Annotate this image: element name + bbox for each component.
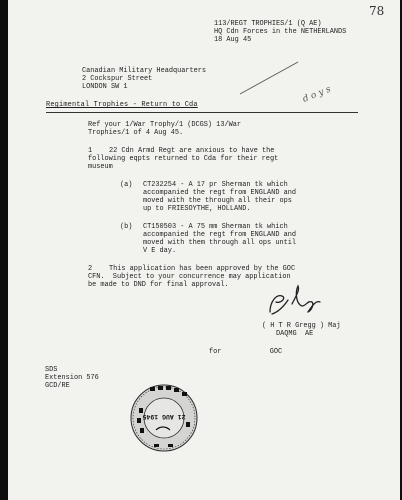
stamp-mark [168, 444, 173, 447]
scan-edge-left [0, 0, 8, 500]
hq-line: HQ Cdn Forces in the NETHERLANDS [214, 28, 347, 36]
stamp-mark [158, 386, 163, 390]
stamp-mark [182, 392, 187, 396]
annotations-overlay [8, 0, 400, 500]
date-stamp [131, 385, 197, 451]
para-ref-line-1: Ref your 1/War Trophy/1 (DCGS) 13/War [88, 121, 241, 129]
stamp-mark [154, 444, 159, 447]
letter-date: 18 Aug 45 [214, 36, 252, 44]
handwritten-note: d o y s [301, 84, 333, 105]
para1-line-3: museum [88, 163, 113, 171]
stamp-mark [174, 388, 179, 392]
item-b-line-3: moved with them through all ops until [143, 239, 296, 247]
item-b-line-1: CT150503 - A 75 mm Sherman tk which [143, 223, 288, 231]
addressee-line-2: 2 Cockspur Street [82, 75, 153, 83]
for-org: GOC [269, 348, 283, 356]
bottom-ref-line-3: GCD/RE [45, 382, 70, 390]
pencil-stroke [240, 62, 298, 94]
addressee-line-1: Canadian Military Headquarters [82, 67, 207, 75]
for-word: for [209, 348, 222, 356]
para2-number: 2 [88, 265, 93, 273]
para1-line-2: following eqpts returned to Cda for their regt [88, 155, 279, 163]
bottom-ref-line-1: SDS [45, 366, 58, 374]
subject-line: Regimental Trophies - Return to Cda [46, 101, 198, 109]
bottom-ref-line-2: Extension 576 [45, 374, 99, 382]
para2-line-2: CFN. Subject to your concurrence may application [88, 273, 291, 281]
file-reference: 113/REGT TROPHIES/1 (Q AE) [214, 20, 322, 28]
item-b-line-2: accompanied the regt from ENGLAND and [143, 231, 296, 239]
letter-page [8, 0, 400, 500]
para1-number: 1 [88, 147, 93, 155]
para-ref-line-2: Trophies/1 of 4 Aug 45. [88, 129, 184, 137]
stamp-mark [140, 428, 144, 433]
stamp-mark [186, 422, 190, 427]
stamp-date: 21 AUG 1945 [142, 413, 186, 420]
signature-icon [270, 286, 320, 314]
item-a-line-4: up to FRIESOYTHE, HOLLAND. [143, 205, 251, 213]
stamp-mark [166, 386, 171, 390]
signatory-title: DAQMG AE [276, 330, 314, 338]
signatory-name: ( H T R Gregg ) Maj [262, 322, 341, 330]
addressee-line-3: LONDON SW 1 [82, 83, 128, 91]
stamp-mark [139, 408, 143, 413]
para2-line-3: be made to DND for final approval. [88, 281, 229, 289]
item-a-label: (a) [120, 181, 133, 189]
para2-line-1: This application has been approved by the GOC [109, 265, 296, 273]
para1-line-1: 22 Cdn Armd Regt are anxious to have the [109, 147, 275, 155]
stamp-mark [137, 418, 141, 423]
item-a-line-1: CT232254 - A 17 pr Sherman tk which [143, 181, 288, 189]
stamp-mark [150, 387, 155, 391]
item-a-line-3: moved with the through all their ops [143, 197, 292, 205]
item-b-line-4: V E day. [143, 247, 177, 255]
item-b-label: (b) [120, 223, 133, 231]
item-a-line-2: accompanied the regt from ENGLAND and [143, 189, 296, 197]
handwritten-number: 78 [369, 4, 385, 18]
